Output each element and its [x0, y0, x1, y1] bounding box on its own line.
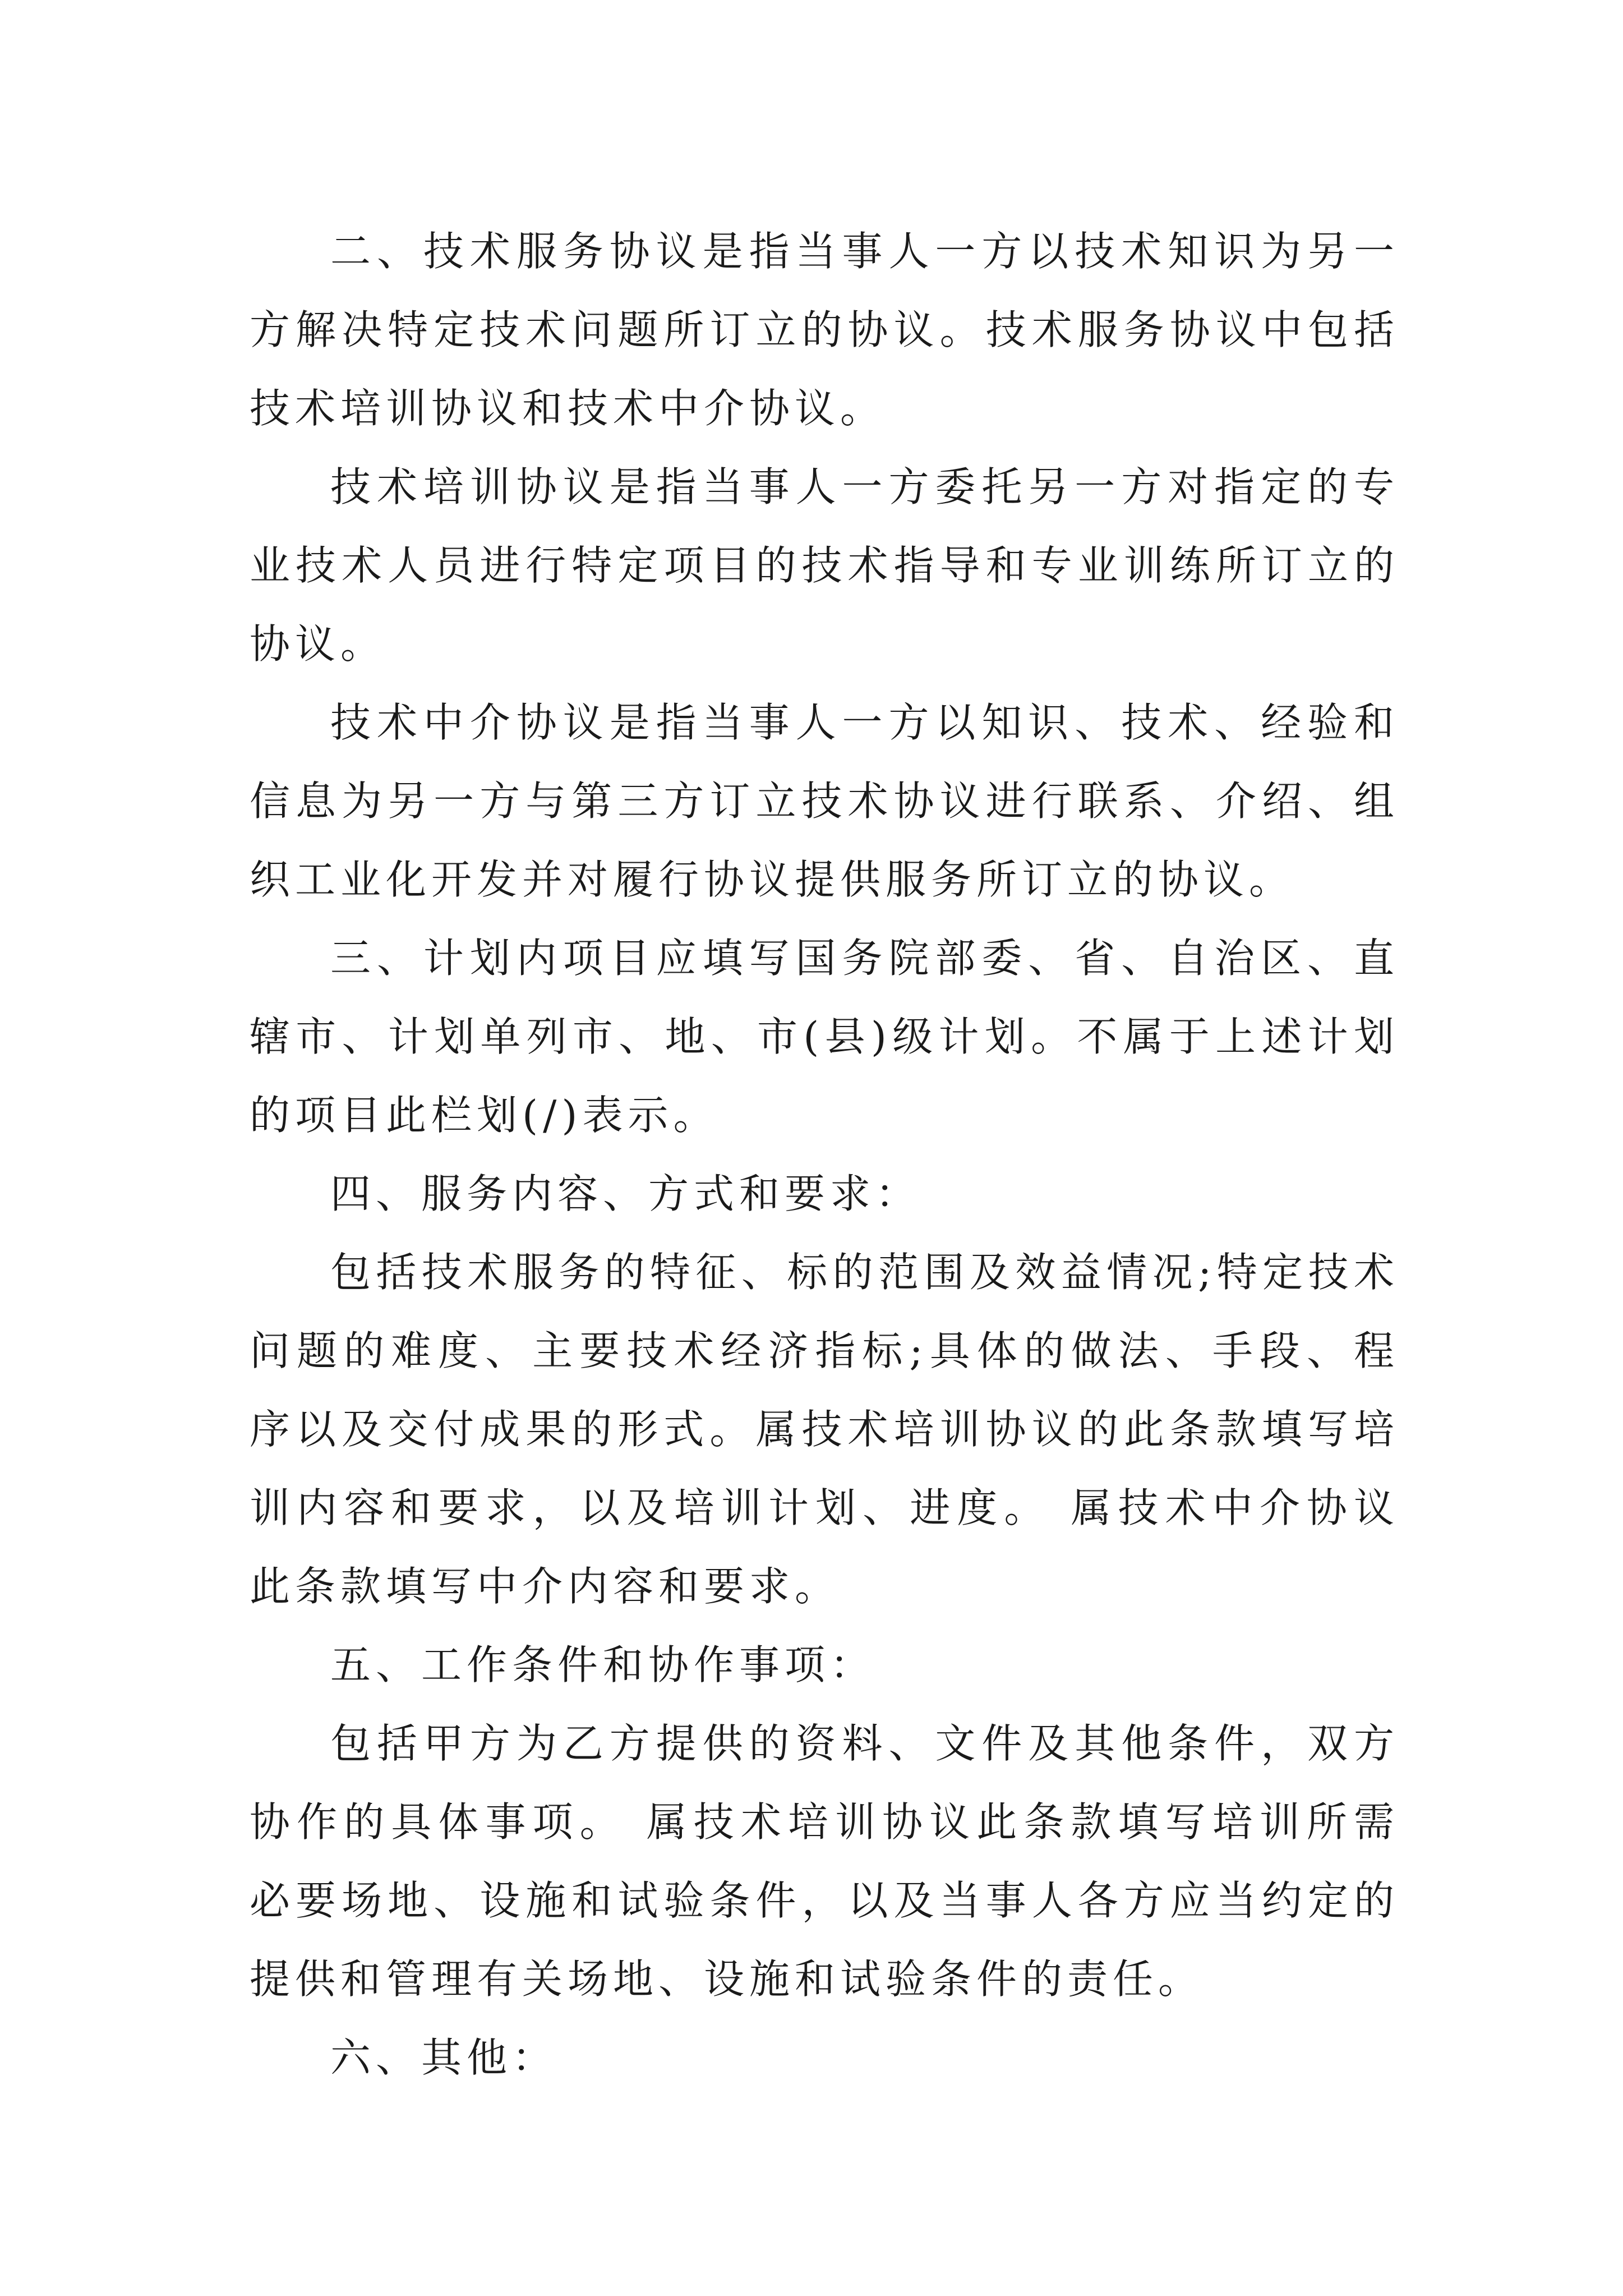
document-body — [250, 212, 1399, 2097]
paragraph-technical-intermediary-definition: 技术中介协议是指当事人一方以知识、技术、经验和信息为另一方与第三方订立技术协议进行联系、介绍、组织工业化开发并对履行协议提供服务所订立的协议。 — [250, 699, 1399, 903]
heading-service-content: 四、服务内容、方式和要求： — [330, 1170, 921, 1217]
paragraph-service-content-detail: 包括技术服务的特征、标的范围及效益情况;特定技术问题的难度、主要技术经济指标;具体的做法、手段、程序以及交付成果的形式。属技术培训协议的此条款填写培训内容和要求，以及培训计划、进度。 属技术中介协议此条款填写中介内容和要求。 — [250, 1249, 1399, 1610]
heading-working-conditions: 五、工作条件和协作事项： — [330, 1641, 876, 1688]
paragraph-technical-training-definition: 技术培训协议是指当事人一方委托另一方对指定的专业技术人员进行特定项目的技术指导和专业训练所订立的协议。 — [250, 463, 1399, 668]
heading-other: 六、其他： — [330, 2034, 558, 2081]
paragraph-technical-service-definition: 二、技术服务协议是指当事人一方以技术知识为另一方解决特定技术问题所订立的协议。技术服务协议中包括技术培训协议和技术中介协议。 — [250, 228, 1399, 432]
paragraph-working-conditions-detail: 包括甲方为乙方提供的资料、文件及其他条件，双方协作的具体事项。 属技术培训协议此条款填写培训所需必要场地、设施和试验条件，以及当事人各方应当约定的提供和管理有关场地、设施和试验条件的责任。 — [250, 1720, 1399, 2003]
paragraph-planned-project-note: 三、计划内项目应填写国务院部委、省、自治区、直辖市、计划单列市、地、市(县)级计划。不属于上述计划的项目此栏划(/)表示。 — [250, 935, 1399, 1139]
